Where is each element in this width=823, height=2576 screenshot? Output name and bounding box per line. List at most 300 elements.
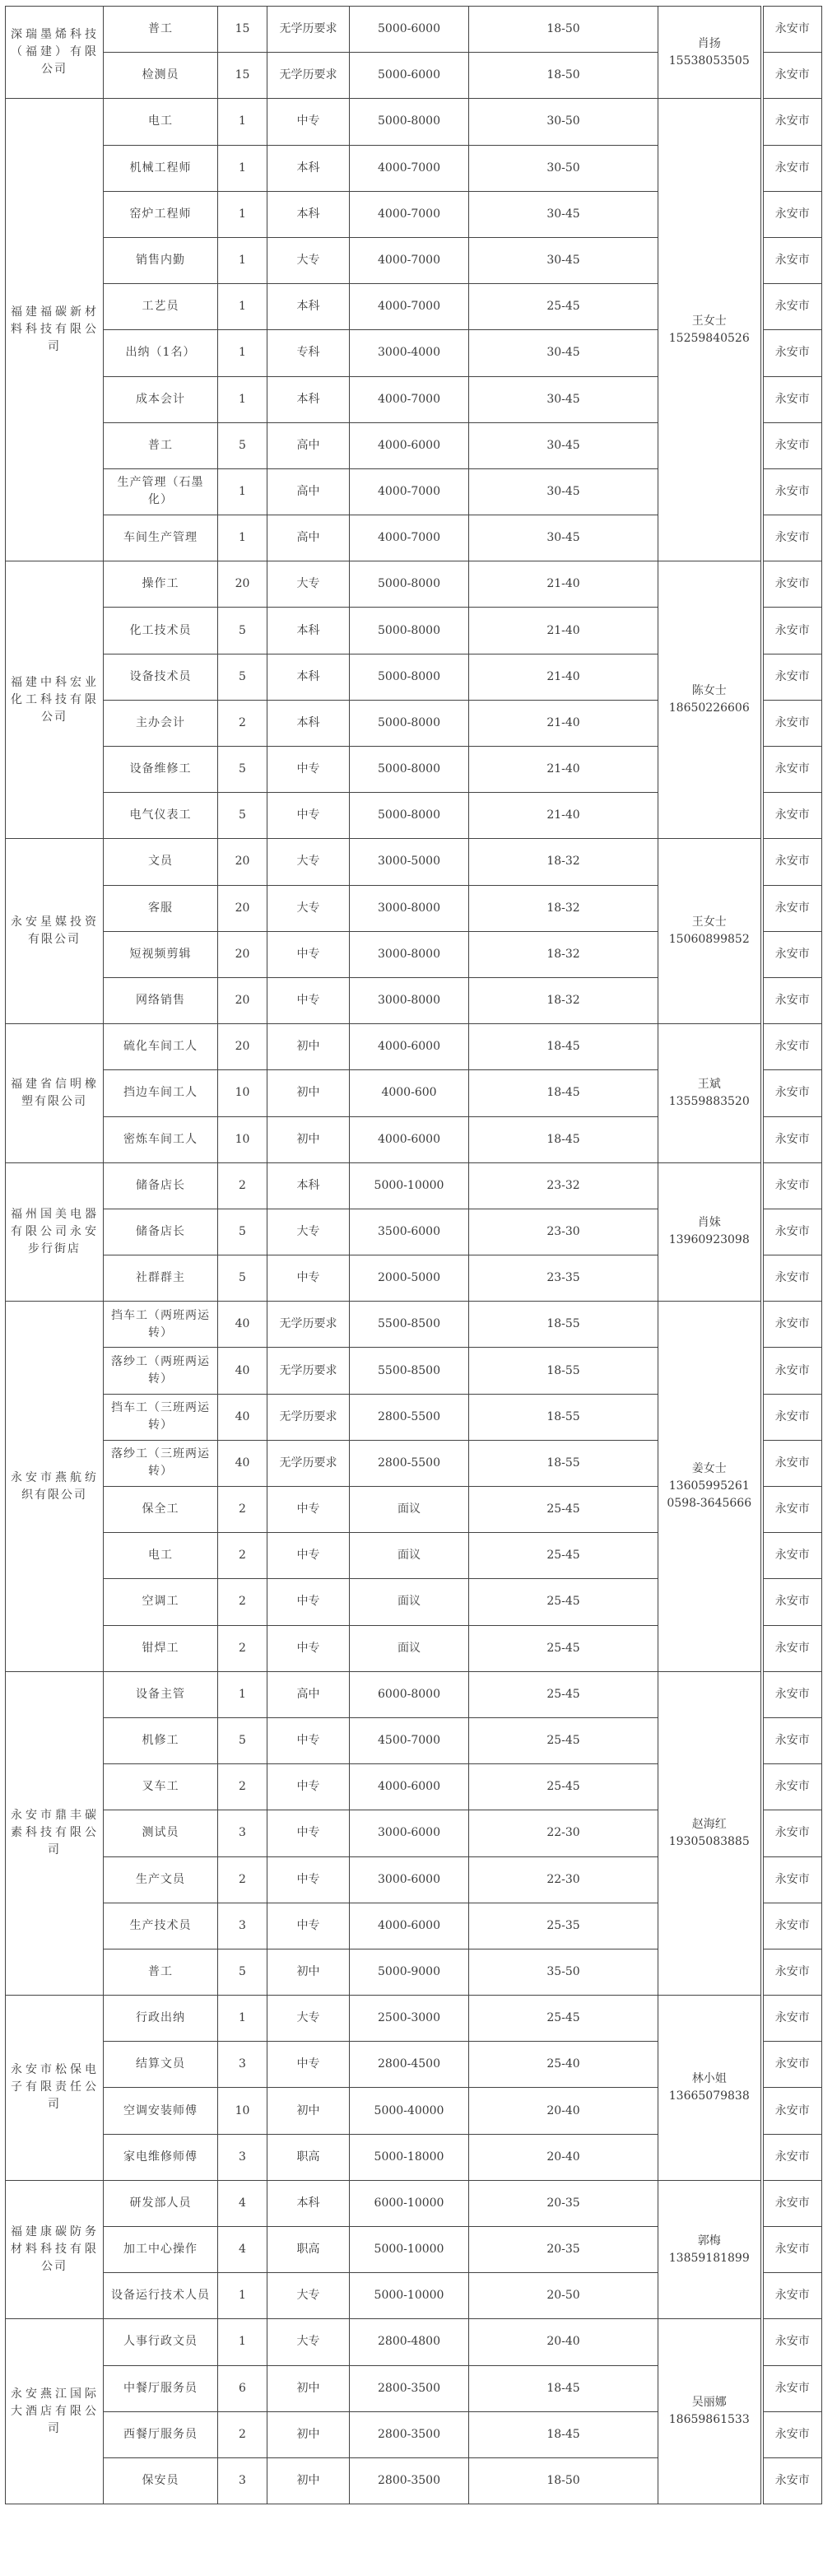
headcount-cell: 10: [218, 2088, 267, 2134]
education-cell: 本科: [267, 191, 350, 237]
salary-cell: 5000-6000: [350, 53, 469, 99]
location-cell: 永安市: [762, 839, 822, 885]
job-title-cell: 车间生产管理: [104, 515, 218, 561]
salary-cell: 5000-9000: [350, 1949, 469, 1995]
headcount-cell: 5: [218, 608, 267, 654]
location-cell: 永安市: [762, 468, 822, 515]
salary-cell: 4000-6000: [350, 422, 469, 468]
job-title-cell: 机修工: [104, 1717, 218, 1763]
education-cell: 职高: [267, 2227, 350, 2273]
salary-cell: 3000-5000: [350, 839, 469, 885]
headcount-cell: 1: [218, 145, 267, 191]
age-range-cell: 18-45: [469, 1024, 658, 1070]
salary-cell: 5500-8500: [350, 1348, 469, 1394]
headcount-cell: 5: [218, 747, 267, 793]
headcount-cell: 5: [218, 793, 267, 839]
headcount-cell: 2: [218, 2411, 267, 2457]
job-title-cell: 储备店长: [104, 1209, 218, 1255]
age-range-cell: 21-40: [469, 654, 658, 700]
education-cell: 初中: [267, 2365, 350, 2411]
table-row: [6, 2319, 822, 2365]
job-title-cell: 保安员: [104, 2457, 218, 2504]
salary-cell: 面议: [350, 1487, 469, 1533]
job-title-cell: 行政出纳: [104, 1996, 218, 2042]
salary-cell: 3000-4000: [350, 330, 469, 376]
location-cell: 永安市: [762, 145, 822, 191]
headcount-cell: 20: [218, 885, 267, 931]
location-cell: 永安市: [762, 1764, 822, 1810]
salary-cell: 6000-8000: [350, 1671, 469, 1717]
headcount-cell: 2: [218, 1625, 267, 1671]
headcount-cell: 20: [218, 931, 267, 977]
headcount-cell: 3: [218, 2134, 267, 2180]
education-cell: 中专: [267, 1487, 350, 1533]
location-cell: 永安市: [762, 700, 822, 746]
job-title-cell: 电气仪表工: [104, 793, 218, 839]
location-cell: 永安市: [762, 7, 822, 53]
headcount-cell: 6: [218, 2365, 267, 2411]
headcount-cell: 15: [218, 7, 267, 53]
education-cell: 无学历要求: [267, 53, 350, 99]
salary-cell: 3000-8000: [350, 885, 469, 931]
education-cell: 高中: [267, 515, 350, 561]
table-row: [6, 1996, 822, 2042]
headcount-cell: 1: [218, 376, 267, 422]
location-cell: 永安市: [762, 2273, 822, 2319]
job-title-cell: 硫化车间工人: [104, 1024, 218, 1070]
contact-name: 肖扬: [697, 36, 721, 50]
company-name-cell: 永安市鼎丰碳素科技有限公司: [6, 1671, 104, 1995]
contact-name: 吴丽娜: [691, 2396, 727, 2410]
headcount-cell: 40: [218, 1394, 267, 1440]
contact-phone: 15060899852: [668, 933, 750, 947]
job-title-cell: 挡边车间工人: [104, 1070, 218, 1116]
job-title-cell: 窑炉工程师: [104, 191, 218, 237]
salary-cell: 4000-6000: [350, 1116, 469, 1162]
job-title-cell: 普工: [104, 422, 218, 468]
salary-cell: 5000-8000: [350, 654, 469, 700]
age-range-cell: 25-45: [469, 1996, 658, 2042]
headcount-cell: 1: [218, 515, 267, 561]
age-range-cell: 18-55: [469, 1394, 658, 1440]
headcount-cell: 1: [218, 284, 267, 330]
contact-name: 林小姐: [691, 2071, 727, 2085]
age-range-cell: 30-45: [469, 468, 658, 515]
location-cell: 永安市: [762, 1255, 822, 1302]
age-range-cell: 18-50: [469, 53, 658, 99]
education-cell: 初中: [267, 2457, 350, 2504]
location-cell: 永安市: [762, 977, 822, 1023]
location-cell: 永安市: [762, 1625, 822, 1671]
location-cell: 永安市: [762, 1533, 822, 1579]
headcount-cell: 5: [218, 1209, 267, 1255]
headcount-cell: 15: [218, 53, 267, 99]
location-cell: 永安市: [762, 376, 822, 422]
age-range-cell: 30-45: [469, 191, 658, 237]
location-cell: 永安市: [762, 885, 822, 931]
salary-cell: 4000-7000: [350, 145, 469, 191]
headcount-cell: 2: [218, 1856, 267, 1903]
location-cell: 永安市: [762, 561, 822, 608]
location-cell: 永安市: [762, 2134, 822, 2180]
headcount-cell: 1: [218, 468, 267, 515]
salary-cell: 5000-8000: [350, 700, 469, 746]
headcount-cell: 2: [218, 1487, 267, 1533]
headcount-cell: 5: [218, 1717, 267, 1763]
age-range-cell: 25-45: [469, 1487, 658, 1533]
salary-cell: 4000-7000: [350, 468, 469, 515]
job-title-cell: 叉车工: [104, 1764, 218, 1810]
contact-phone: 19305083885: [668, 1834, 750, 1848]
table-row: [6, 1024, 822, 1070]
age-range-cell: 18-55: [469, 1302, 658, 1348]
salary-cell: 面议: [350, 1625, 469, 1671]
job-title-cell: 研发部人员: [104, 2180, 218, 2226]
job-title-cell: 测试员: [104, 1810, 218, 1856]
education-cell: 无学历要求: [267, 7, 350, 53]
table-row: [6, 2180, 822, 2226]
job-title-cell: 挡车工（两班两运转）: [104, 1302, 218, 1348]
location-cell: 永安市: [762, 2042, 822, 2088]
job-title-cell: 设备技术员: [104, 654, 218, 700]
contact-cell: [658, 2319, 762, 2504]
education-cell: 初中: [267, 2411, 350, 2457]
education-cell: 初中: [267, 1070, 350, 1116]
age-range-cell: 25-45: [469, 1533, 658, 1579]
salary-cell: 6000-10000: [350, 2180, 469, 2226]
job-title-cell: 机械工程师: [104, 145, 218, 191]
job-title-cell: 家电维修师傅: [104, 2134, 218, 2180]
education-cell: 本科: [267, 1162, 350, 1209]
age-range-cell: 22-30: [469, 1810, 658, 1856]
education-cell: 初中: [267, 1116, 350, 1162]
education-cell: 本科: [267, 145, 350, 191]
headcount-cell: 1: [218, 237, 267, 283]
contact-cell: [658, 99, 762, 561]
age-range-cell: 20-40: [469, 2319, 658, 2365]
age-range-cell: 18-32: [469, 931, 658, 977]
job-title-cell: 空调工: [104, 1579, 218, 1625]
location-cell: 永安市: [762, 931, 822, 977]
location-cell: 永安市: [762, 2227, 822, 2273]
education-cell: 本科: [267, 608, 350, 654]
table-row: [6, 99, 822, 145]
location-cell: 永安市: [762, 1162, 822, 1209]
education-cell: 大专: [267, 2319, 350, 2365]
location-cell: 永安市: [762, 99, 822, 145]
age-range-cell: 30-45: [469, 376, 658, 422]
contact-cell: [658, 561, 762, 839]
age-range-cell: 30-45: [469, 330, 658, 376]
contact-phone: 13605995261: [668, 1479, 750, 1493]
headcount-cell: 5: [218, 422, 267, 468]
age-range-cell: 18-45: [469, 1070, 658, 1116]
job-title-cell: 保全工: [104, 1487, 218, 1533]
age-range-cell: 25-40: [469, 2042, 658, 2088]
table-row: [6, 1162, 822, 1209]
age-range-cell: 20-40: [469, 2088, 658, 2134]
location-cell: 永安市: [762, 1440, 822, 1486]
contact-phone: 0598-3645666: [667, 1497, 752, 1510]
headcount-cell: 40: [218, 1348, 267, 1394]
headcount-cell: 4: [218, 2227, 267, 2273]
salary-cell: 4000-6000: [350, 1764, 469, 1810]
education-cell: 高中: [267, 468, 350, 515]
education-cell: 初中: [267, 1949, 350, 1995]
salary-cell: 2500-3000: [350, 1996, 469, 2042]
job-title-cell: 密炼车间工人: [104, 1116, 218, 1162]
job-title-cell: 储备店长: [104, 1162, 218, 1209]
salary-cell: 5000-10000: [350, 1162, 469, 1209]
job-title-cell: 西餐厅服务员: [104, 2411, 218, 2457]
location-cell: 永安市: [762, 1903, 822, 1949]
location-cell: 永安市: [762, 1856, 822, 1903]
age-range-cell: 23-30: [469, 1209, 658, 1255]
contact-phone: 13859181899: [668, 2251, 750, 2265]
location-cell: 永安市: [762, 654, 822, 700]
education-cell: 中专: [267, 793, 350, 839]
company-name-cell: 永安燕江国际大酒店有限公司: [6, 2319, 104, 2504]
headcount-cell: 5: [218, 1255, 267, 1302]
location-cell: 永安市: [762, 2411, 822, 2457]
contact-cell: [658, 1671, 762, 1995]
headcount-cell: 1: [218, 191, 267, 237]
education-cell: 中专: [267, 977, 350, 1023]
age-range-cell: 21-40: [469, 793, 658, 839]
education-cell: 中专: [267, 1625, 350, 1671]
education-cell: 无学历要求: [267, 1440, 350, 1486]
location-cell: 永安市: [762, 1024, 822, 1070]
education-cell: 高中: [267, 422, 350, 468]
education-cell: 初中: [267, 2088, 350, 2134]
job-title-cell: 出纳（1名）: [104, 330, 218, 376]
salary-cell: 5000-8000: [350, 793, 469, 839]
age-range-cell: 18-45: [469, 2411, 658, 2457]
salary-cell: 5000-10000: [350, 2273, 469, 2319]
education-cell: 大专: [267, 839, 350, 885]
location-cell: 永安市: [762, 1348, 822, 1394]
salary-cell: 4000-6000: [350, 1024, 469, 1070]
age-range-cell: 30-45: [469, 237, 658, 283]
salary-cell: 2800-4500: [350, 2042, 469, 2088]
table-row: [6, 7, 822, 53]
location-cell: 永安市: [762, 793, 822, 839]
contact-cell: [658, 7, 762, 99]
location-cell: 永安市: [762, 422, 822, 468]
company-name-cell: 永安市松保电子有限责任公司: [6, 1996, 104, 2181]
job-title-cell: 设备主管: [104, 1671, 218, 1717]
age-range-cell: 35-50: [469, 1949, 658, 1995]
salary-cell: 4000-6000: [350, 1903, 469, 1949]
age-range-cell: 22-30: [469, 1856, 658, 1903]
table-row: [6, 1671, 822, 1717]
job-title-cell: 检测员: [104, 53, 218, 99]
job-title-cell: 操作工: [104, 561, 218, 608]
contact-phone: 18659861533: [668, 2413, 750, 2427]
location-cell: 永安市: [762, 2180, 822, 2226]
headcount-cell: 10: [218, 1116, 267, 1162]
salary-cell: 2000-5000: [350, 1255, 469, 1302]
contact-cell: [658, 1996, 762, 2181]
education-cell: 高中: [267, 1671, 350, 1717]
location-cell: 永安市: [762, 191, 822, 237]
contact-name: 赵海红: [691, 1817, 727, 1831]
contact-phone: 15538053505: [668, 54, 750, 68]
location-cell: 永安市: [762, 237, 822, 283]
age-range-cell: 18-55: [469, 1348, 658, 1394]
contact-name: 姜女士: [691, 1462, 727, 1475]
headcount-cell: 20: [218, 839, 267, 885]
education-cell: 本科: [267, 2180, 350, 2226]
company-name-cell: 永安市燕航纺织有限公司: [6, 1302, 104, 1672]
job-title-cell: 挡车工（三班两运转）: [104, 1394, 218, 1440]
location-cell: 永安市: [762, 1116, 822, 1162]
age-range-cell: 25-45: [469, 1717, 658, 1763]
education-cell: 职高: [267, 2134, 350, 2180]
education-cell: 中专: [267, 1255, 350, 1302]
job-title-cell: 人事行政文员: [104, 2319, 218, 2365]
salary-cell: 2800-3500: [350, 2457, 469, 2504]
age-range-cell: 18-55: [469, 1440, 658, 1486]
contact-phone: 13960923098: [668, 1233, 750, 1247]
location-cell: 永安市: [762, 2365, 822, 2411]
age-range-cell: 30-45: [469, 422, 658, 468]
age-range-cell: 18-32: [469, 839, 658, 885]
contact-name: 肖妹: [697, 1216, 721, 1230]
salary-cell: 3000-6000: [350, 1856, 469, 1903]
job-title-cell: 普工: [104, 1949, 218, 1995]
headcount-cell: 5: [218, 1949, 267, 1995]
age-range-cell: 25-35: [469, 1903, 658, 1949]
location-cell: 永安市: [762, 1996, 822, 2042]
education-cell: 中专: [267, 1533, 350, 1579]
job-title-cell: 普工: [104, 7, 218, 53]
location-cell: 永安市: [762, 1717, 822, 1763]
age-range-cell: 25-45: [469, 284, 658, 330]
company-name-cell: 福州国美电器有限公司永安步行街店: [6, 1162, 104, 1302]
education-cell: 初中: [267, 1024, 350, 1070]
contact-phone: 15259840526: [668, 331, 750, 345]
headcount-cell: 2: [218, 700, 267, 746]
education-cell: 中专: [267, 1579, 350, 1625]
headcount-cell: 1: [218, 2319, 267, 2365]
age-range-cell: 30-45: [469, 515, 658, 561]
location-cell: 永安市: [762, 53, 822, 99]
salary-cell: 3000-8000: [350, 931, 469, 977]
salary-cell: 2800-4800: [350, 2319, 469, 2365]
salary-cell: 面议: [350, 1533, 469, 1579]
location-cell: 永安市: [762, 1070, 822, 1116]
location-cell: 永安市: [762, 747, 822, 793]
salary-cell: 2800-5500: [350, 1394, 469, 1440]
contact-cell: [658, 2180, 762, 2319]
location-cell: 永安市: [762, 1671, 822, 1717]
contact-cell: [658, 1302, 762, 1672]
headcount-cell: 20: [218, 1024, 267, 1070]
education-cell: 无学历要求: [267, 1348, 350, 1394]
job-title-cell: 加工中心操作: [104, 2227, 218, 2273]
contact-name: 王女士: [691, 314, 727, 328]
job-title-cell: 短视频剪辑: [104, 931, 218, 977]
education-cell: 中专: [267, 1856, 350, 1903]
age-range-cell: 18-50: [469, 7, 658, 53]
job-title-cell: 电工: [104, 99, 218, 145]
job-title-cell: 销售内勤: [104, 237, 218, 283]
table-row: [6, 561, 822, 608]
headcount-cell: 1: [218, 330, 267, 376]
headcount-cell: 3: [218, 1810, 267, 1856]
company-name-cell: 福建福碳新材料科技有限公司: [6, 99, 104, 561]
location-cell: 永安市: [762, 1579, 822, 1625]
education-cell: 中专: [267, 1764, 350, 1810]
job-title-cell: 中餐厅服务员: [104, 2365, 218, 2411]
salary-cell: 4000-7000: [350, 191, 469, 237]
headcount-cell: 3: [218, 2042, 267, 2088]
contact-name: 陈女士: [691, 684, 727, 698]
job-title-cell: 主办会计: [104, 700, 218, 746]
headcount-cell: 2: [218, 1764, 267, 1810]
education-cell: 大专: [267, 885, 350, 931]
salary-cell: 5000-6000: [350, 7, 469, 53]
headcount-cell: 1: [218, 2273, 267, 2319]
location-cell: 永安市: [762, 330, 822, 376]
age-range-cell: 20-50: [469, 2273, 658, 2319]
age-range-cell: 25-45: [469, 1764, 658, 1810]
salary-cell: 5000-8000: [350, 561, 469, 608]
contact-name: 王斌: [697, 1077, 721, 1091]
location-cell: 永安市: [762, 1949, 822, 1995]
headcount-cell: 2: [218, 1579, 267, 1625]
salary-cell: 5000-18000: [350, 2134, 469, 2180]
job-title-cell: 落纱工（三班两运转）: [104, 1440, 218, 1486]
company-name-cell: 福建中科宏业化工科技有限公司: [6, 561, 104, 839]
job-title-cell: 社群群主: [104, 1255, 218, 1302]
headcount-cell: 1: [218, 1996, 267, 2042]
job-title-cell: 电工: [104, 1533, 218, 1579]
headcount-cell: 3: [218, 1903, 267, 1949]
headcount-cell: 2: [218, 1533, 267, 1579]
age-range-cell: 30-50: [469, 99, 658, 145]
headcount-cell: 40: [218, 1302, 267, 1348]
contact-name: 王女士: [691, 915, 727, 929]
job-title-cell: 生产文员: [104, 1856, 218, 1903]
salary-cell: 5000-8000: [350, 99, 469, 145]
location-cell: 永安市: [762, 1302, 822, 1348]
headcount-cell: 10: [218, 1070, 267, 1116]
age-range-cell: 20-40: [469, 2134, 658, 2180]
job-title-cell: 设备维修工: [104, 747, 218, 793]
education-cell: 大专: [267, 561, 350, 608]
age-range-cell: 23-32: [469, 1162, 658, 1209]
location-cell: 永安市: [762, 515, 822, 561]
education-cell: 无学历要求: [267, 1394, 350, 1440]
salary-cell: 4000-7000: [350, 237, 469, 283]
salary-cell: 4000-7000: [350, 515, 469, 561]
headcount-cell: 2: [218, 1162, 267, 1209]
salary-cell: 4000-7000: [350, 376, 469, 422]
job-title-cell: 空调安装师傅: [104, 2088, 218, 2134]
education-cell: 中专: [267, 99, 350, 145]
salary-cell: 5000-8000: [350, 608, 469, 654]
education-cell: 大专: [267, 1209, 350, 1255]
salary-cell: 5500-8500: [350, 1302, 469, 1348]
education-cell: 本科: [267, 654, 350, 700]
job-title-cell: 落纱工（两班两运转）: [104, 1348, 218, 1394]
headcount-cell: 3: [218, 2457, 267, 2504]
salary-cell: 3000-6000: [350, 1810, 469, 1856]
education-cell: 无学历要求: [267, 1302, 350, 1348]
salary-cell: 3500-6000: [350, 1209, 469, 1255]
